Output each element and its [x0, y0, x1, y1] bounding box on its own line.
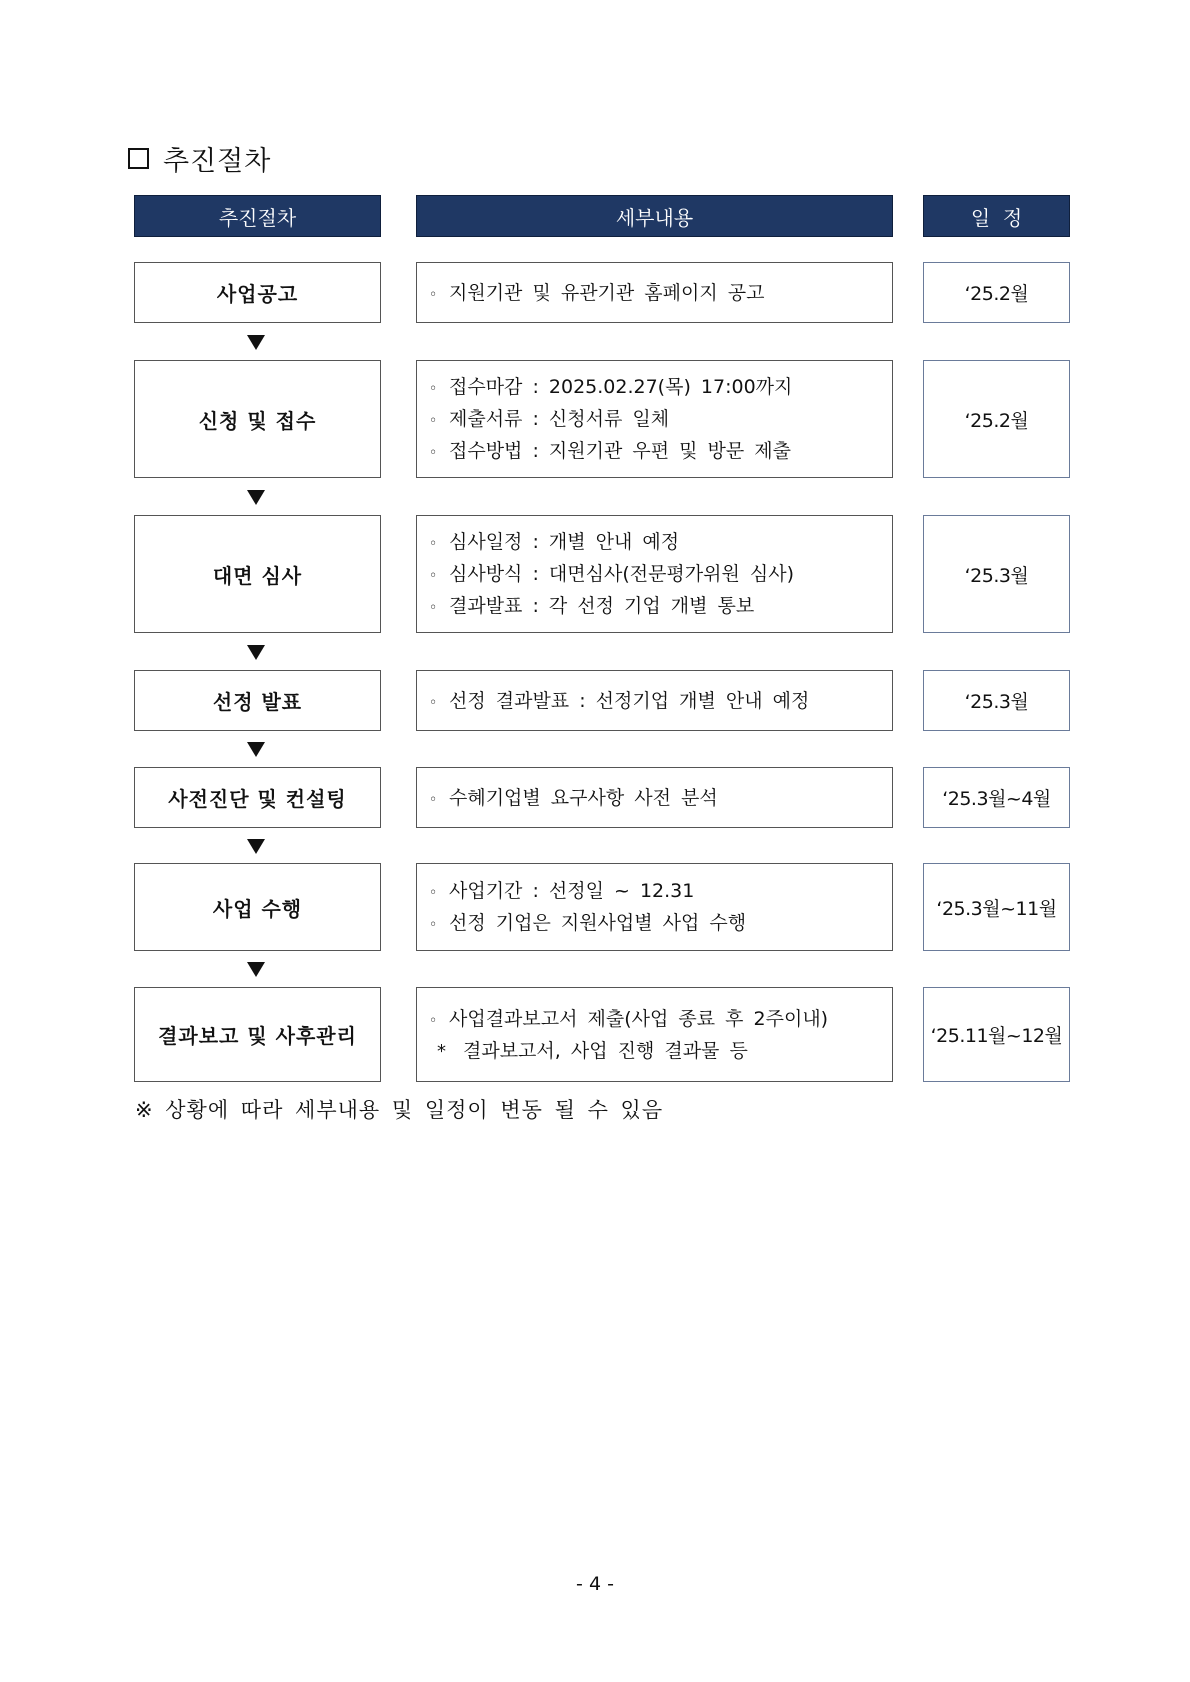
schedule-box: ‘25.2월	[923, 360, 1070, 478]
bullet-icon: ◦	[429, 694, 438, 711]
schedule-box: ‘25.3월	[923, 515, 1070, 633]
step-box: 사업공고	[134, 262, 381, 323]
step-box: 선정 발표	[134, 670, 381, 731]
down-arrow-icon	[247, 742, 265, 757]
step-box: 사전진단 및 컨설팅	[134, 767, 381, 828]
schedule-box: ‘25.3월	[923, 670, 1070, 731]
bullet-icon: ◦	[429, 445, 438, 461]
bullet-icon: ◦	[429, 536, 438, 552]
detail-text: 사업기간 : 선정일 ~ 12.31	[449, 880, 695, 902]
down-arrow-icon	[247, 839, 265, 854]
detail-box	[416, 987, 893, 1082]
detail-text: 지원기관 및 유관기관 홈페이지 공고	[449, 281, 765, 304]
footnote: ※ 상황에 따라 세부내용 및 일정이 변동 될 수 있음	[135, 1098, 664, 1122]
detail-text: 심사방식 : 대면심사(전문평가위원 심사)	[449, 563, 795, 585]
header-schedule: 일 정	[923, 195, 1070, 237]
checkbox-square-icon	[128, 148, 149, 169]
detail-line	[429, 1003, 828, 1035]
detail-text: 접수방법 : 지원기관 우편 및 방문 제출	[449, 440, 791, 462]
detail-box	[416, 767, 893, 828]
schedule-box: ‘25.2월	[923, 262, 1070, 323]
down-arrow-icon	[247, 490, 265, 505]
detail-line	[429, 526, 679, 558]
bullet-icon: ◦	[429, 791, 438, 808]
bullet-icon: ◦	[429, 413, 438, 429]
detail-line	[429, 590, 754, 622]
bullet-icon: ◦	[429, 568, 438, 584]
detail-text: 제출서류 : 신청서류 일체	[449, 408, 670, 430]
bullet-icon: ◦	[429, 917, 438, 933]
bullet-icon: ◦	[429, 885, 438, 901]
step-box: 결과보고 및 사후관리	[134, 987, 381, 1082]
detail-line	[429, 907, 746, 939]
step-box: 대면 심사	[134, 515, 381, 633]
detail-line	[429, 1035, 748, 1067]
page-number: - 4 -	[576, 1573, 614, 1595]
step-box: 신청 및 접수	[134, 360, 381, 478]
detail-text: 심사일정 : 개별 안내 예정	[449, 531, 680, 553]
down-arrow-icon	[247, 335, 265, 350]
schedule-box: ‘25.11월~12월	[923, 987, 1070, 1082]
detail-text: 결과발표 : 각 선정 기업 개별 통보	[449, 595, 755, 617]
step-box: 사업 수행	[134, 863, 381, 951]
detail-box	[416, 262, 893, 323]
detail-line	[429, 277, 764, 309]
asterisk-icon: *	[437, 1040, 446, 1062]
bullet-icon: ◦	[429, 1012, 438, 1029]
detail-text: 선정 기업은 지원사업별 사업 수행	[449, 912, 747, 934]
detail-text: 사업결과보고서 제출(사업 종료 후 2주이내)	[449, 1007, 829, 1030]
detail-line	[429, 782, 718, 814]
detail-box	[416, 670, 893, 731]
down-arrow-icon	[247, 645, 265, 660]
detail-line	[429, 403, 669, 435]
section-title-text: 추진절차	[163, 145, 272, 177]
detail-text: 결과보고서, 사업 진행 결과물 등	[463, 1039, 748, 1062]
detail-box	[416, 360, 893, 478]
header-step: 추진절차	[134, 195, 381, 237]
detail-line	[429, 435, 791, 467]
detail-text: 수혜기업별 요구사항 사전 분석	[449, 786, 718, 809]
schedule-box: ‘25.3월~4월	[923, 767, 1070, 828]
detail-text: 선정 결과발표 : 선정기업 개별 안내 예정	[449, 689, 810, 712]
schedule-box: ‘25.3월~11월	[923, 863, 1070, 951]
bullet-icon: ◦	[429, 600, 438, 616]
detail-text: 접수마감 : 2025.02.27(목) 17:00까지	[449, 376, 793, 398]
detail-line	[429, 371, 792, 403]
detail-box	[416, 863, 893, 951]
detail-box	[416, 515, 893, 633]
detail-line	[429, 685, 809, 717]
detail-line	[429, 875, 694, 907]
down-arrow-icon	[247, 962, 265, 977]
bullet-icon: ◦	[429, 381, 438, 397]
section-title	[128, 138, 271, 178]
header-detail: 세부내용	[416, 195, 893, 237]
detail-line	[429, 558, 794, 590]
bullet-icon: ◦	[429, 286, 438, 303]
